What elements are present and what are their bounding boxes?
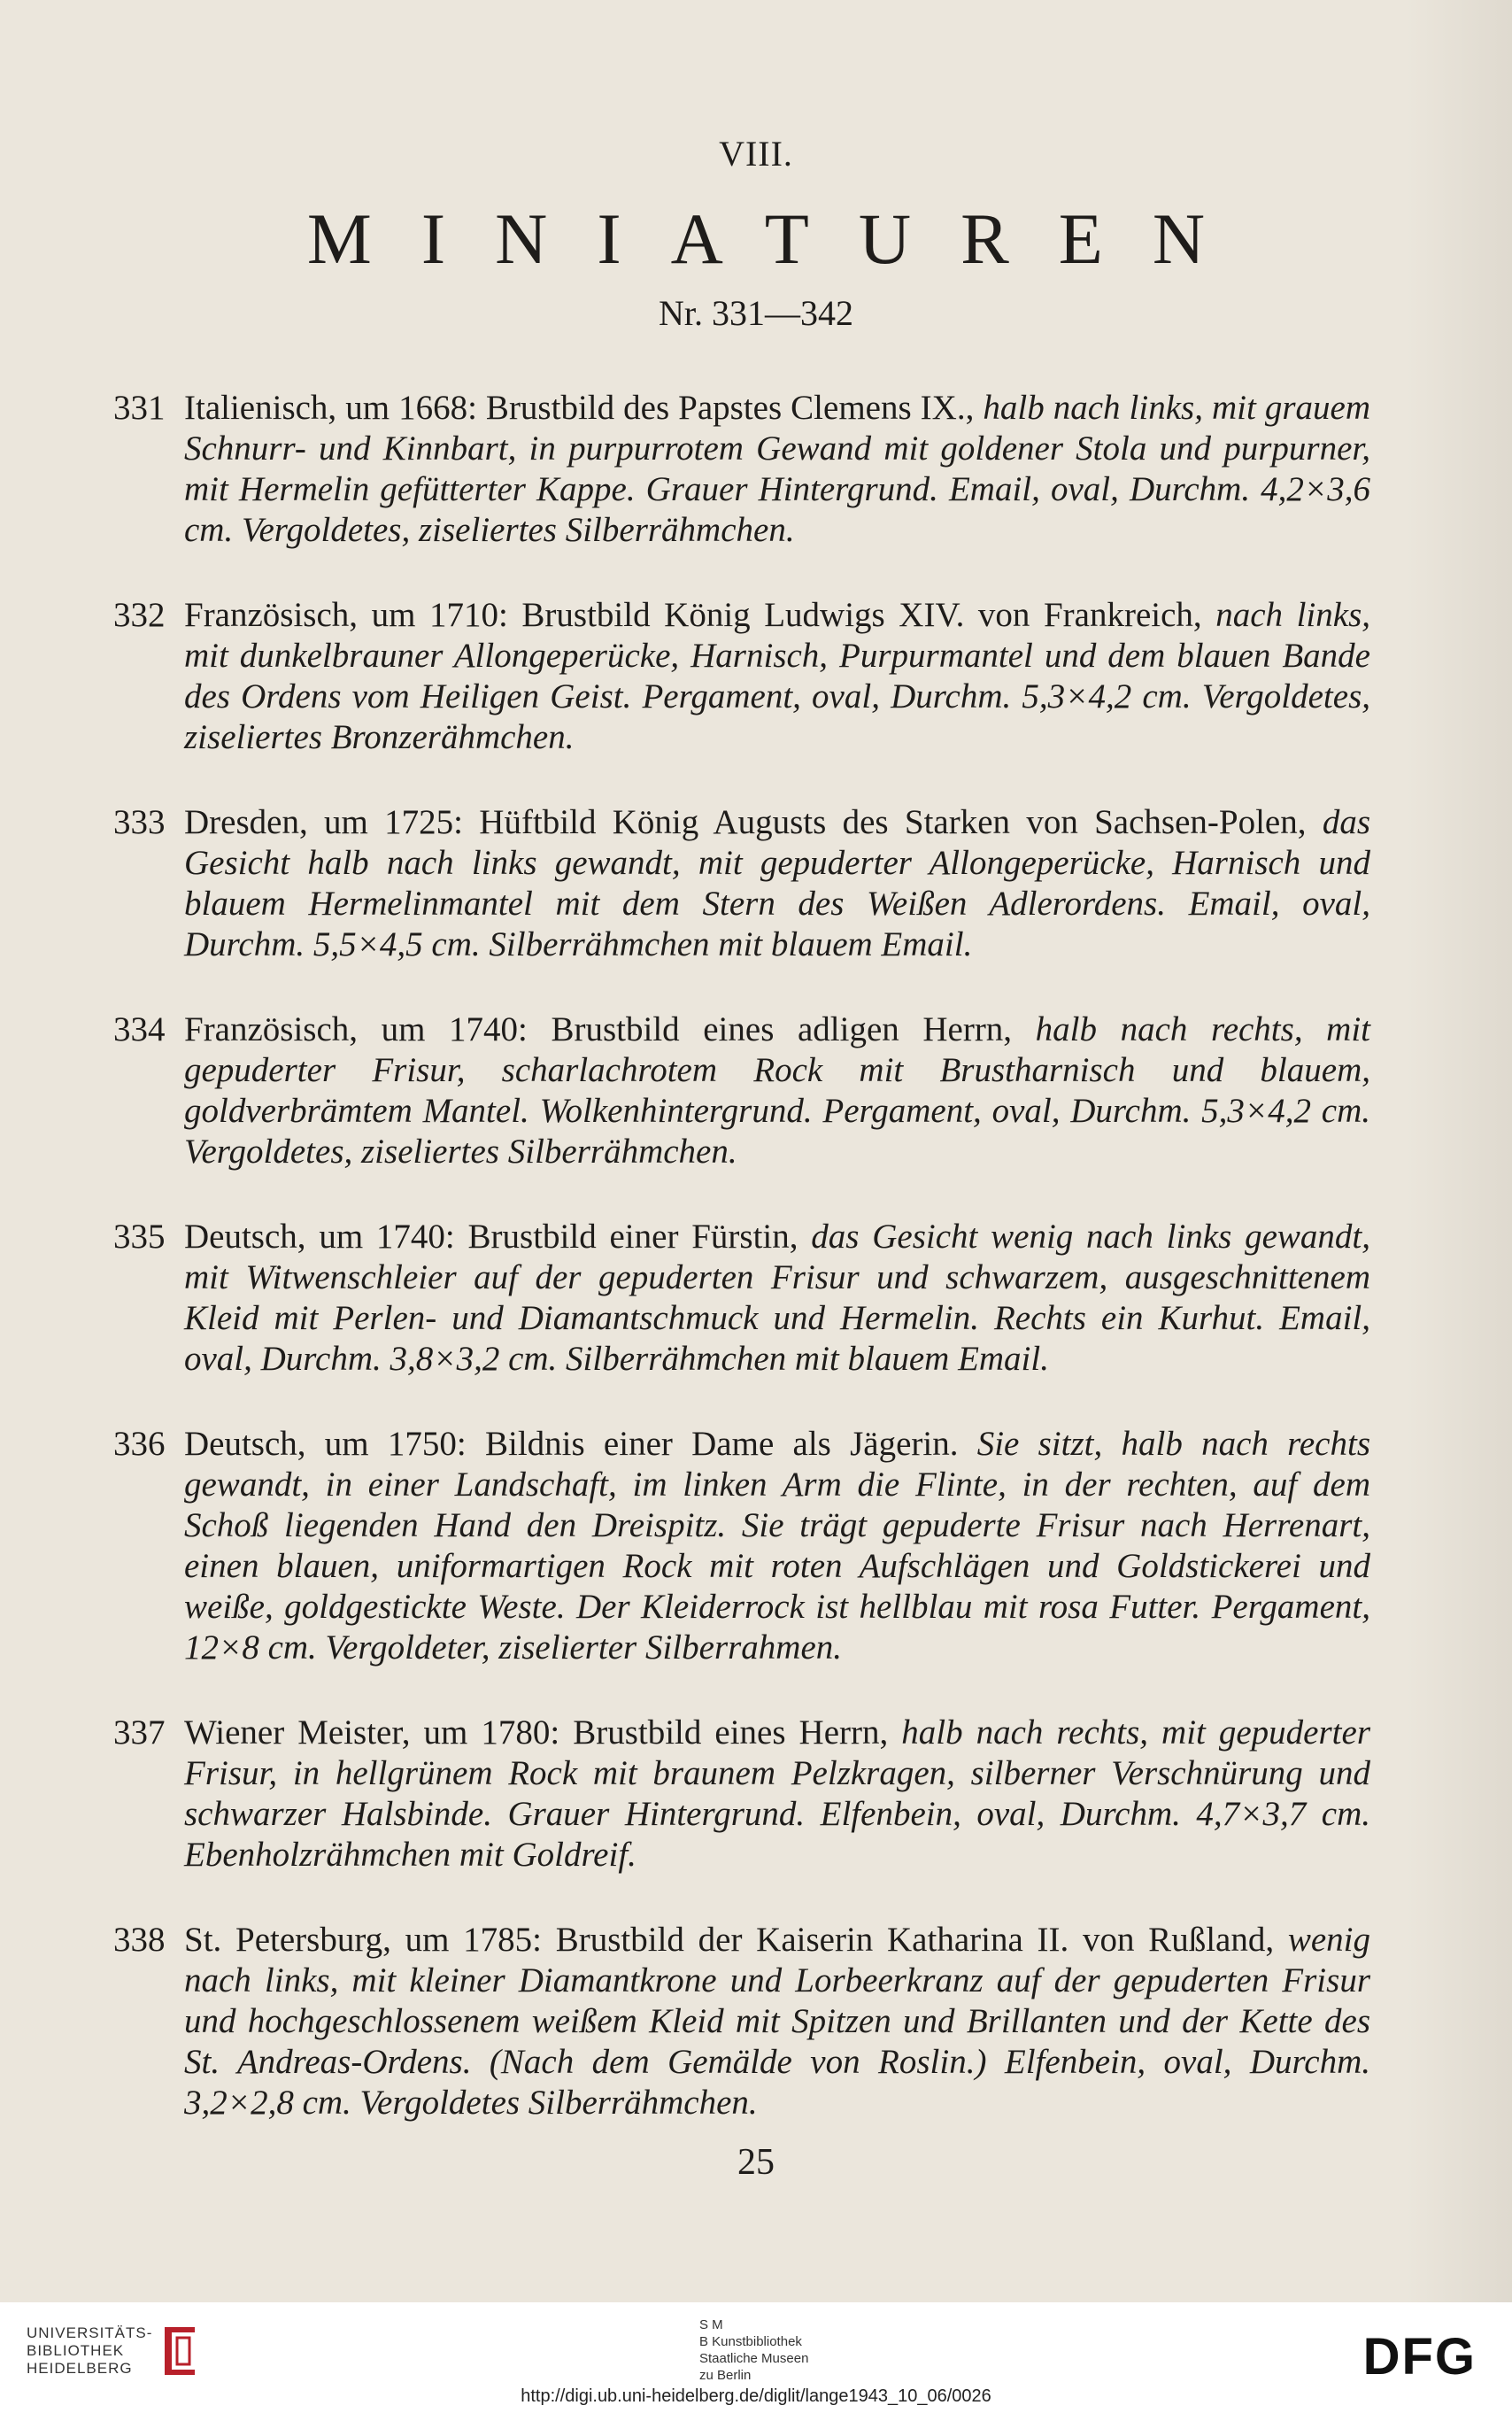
item-range: Nr. 331—342 xyxy=(659,293,853,333)
entry-number: 334 xyxy=(113,1010,166,1048)
entry-lead: Deutsch, um 1750: Bildnis einer Dame als Jägerin. xyxy=(184,1425,977,1463)
catalog-entry xyxy=(113,802,1370,965)
entry-lead: Dresden, um 1725: Hüftbild König Augusts des Starken von Sachsen-Polen, xyxy=(184,803,1323,841)
entry-number: 331 xyxy=(113,389,166,427)
entry-description: wenig nach links, mit kleiner Diamantkrone und Lorbeerkranz auf der gepuderten Frisur und hochgeschlossenem weißem Kleid mit Spitzen und Brillanten und der Kette des St. Andreas-Ordens. (Nach dem Gemälde von Roslin.) Elfenbein, oval, Durchm. 3,2×2,8 cm. Vergoldetes Silberrähmchen. xyxy=(184,1921,1370,2122)
catalog-entry xyxy=(113,1009,1370,1172)
dfg-logo[interactable]: DFG xyxy=(1362,2328,1477,2386)
entry-description: das Gesicht wenig nach links gewandt, mit Witwenschleier auf der gepuderten Frisur und schwarzem, ausgeschnittenem Kleid mit Perlen- und Diamantschmuck und Hermelin. Rechts ein Kurhut. Email, oval, Durchm. 3,8×3,2 cm. Silberrähmchen mit blauem Email. xyxy=(184,1218,1370,1378)
entry-lead: Französisch, um 1710: Brustbild König Ludwigs XIV. von Frankreich, xyxy=(184,596,1216,634)
entry-number: 337 xyxy=(113,1713,166,1752)
entry-lead: Wiener Meister, um 1780: Brustbild eines Herrn, xyxy=(184,1713,902,1752)
section-title: MINIATUREN xyxy=(306,198,1255,279)
entry-lead: Italienisch, um 1668: Brustbild des Papstes Clemens IX., xyxy=(184,389,984,427)
entry-lead: St. Petersburg, um 1785: Brustbild der Kaiserin Katharina II. von Rußland, xyxy=(184,1921,1288,1959)
catalog-entry xyxy=(113,1424,1370,1668)
catalog-entry xyxy=(113,595,1370,758)
page-number: 25 xyxy=(737,2142,775,2183)
catalog-entry xyxy=(113,1713,1370,1875)
page-edge-shadow xyxy=(1406,0,1512,2302)
catalog-entry xyxy=(113,1217,1370,1380)
entry-description: halb nach rechts, mit gepuderter Frisur, scharlachrotem Rock mit Brustharnisch und blauem, goldverbrämtem Mantel. Wolkenhintergrund. Pergament, oval, Durchm. 5,3×4,2 cm. Vergoldetes, ziseliertes Silberrähmchen. xyxy=(184,1010,1370,1171)
library-emblem-icon xyxy=(159,2324,200,2378)
entry-description: halb nach links, mit grauem Schnurr- und Kinnbart, in purpurrotem Gewand mit goldener Stola und purpurner, mit Hermelin gefütterter Kappe. Grauer Hintergrund. Email, oval, Durchm. 4,2×3,6 cm. Vergoldetes, ziseliertes Silberrähmchen. xyxy=(184,389,1370,549)
entry-number: 338 xyxy=(113,1921,166,1959)
museum-logo[interactable]: S M B Kunstbibliothek Staatliche Museen zu Berlin xyxy=(699,2317,809,2383)
entry-lead: Deutsch, um 1740: Brustbild einer Fürstin, xyxy=(184,1218,812,1256)
university-library-logo[interactable] xyxy=(27,2324,200,2378)
entry-number: 332 xyxy=(113,596,166,634)
entry-description: nach links, mit dunkelbrauner Allongeperücke, Harnisch, Purpurmantel und dem blauen Bande des Ordens vom Heiligen Geist. Pergament, oval, Durchm. 5,3×4,2 cm. Vergoldetes, ziseliertes Bronzerähmchen. xyxy=(184,596,1371,756)
entry-description: halb nach rechts, mit gepuderter Frisur, in hellgrünem Rock mit braunem Pelzkragen, silberner Verschnürung und schwarzer Halsbinde. Grauer Hintergrund. Elfenbein, oval, Durchm. 4,7×3,7 cm. Ebenholzrähmchen mit Goldreif. xyxy=(184,1713,1370,1874)
entry-number: 335 xyxy=(113,1218,166,1256)
entry-description: Sie sitzt, halb nach rechts gewandt, in einer Landschaft, im linken Arm die Flinte, in der rechten, auf dem Schoß liegenden Hand den Dreispitz. Sie trägt gepuderte Frisur nach Herrenart, einen blauen, uniformartigen Rock mit roten Aufschlägen und Goldstickerei und weiße, goldgestickte Weste. Der Kleiderrock ist hellblau mit rosa Futter. Pergament, 12×8 cm. Vergoldeter, ziselierter Silberrahmen. xyxy=(184,1425,1371,1667)
entry-number: 333 xyxy=(113,803,166,841)
catalog-entry xyxy=(113,1920,1370,2123)
section-number: VIII. xyxy=(719,134,793,174)
entry-description: das Gesicht halb nach links gewandt, mit gepuderter Allongeperücke, Harnisch und blauem Hermelinmantel mit dem Stern des Weißen Adlerordens. Email, oval, Durchm. 5,5×4,5 cm. Silberrähmchen mit blauem Email. xyxy=(184,803,1370,963)
library-name: UNIVERSITÄTS- BIBLIOTHEK HEIDELBERG xyxy=(27,2324,153,2377)
entry-lead: Französisch, um 1740: Brustbild eines adligen Herrn, xyxy=(184,1010,1036,1048)
entry-number: 336 xyxy=(113,1425,166,1463)
catalog-entries xyxy=(113,388,1370,2168)
permalink-url[interactable]: http://digi.ub.uni-heidelberg.de/diglit/lange1943_10_06/0026 xyxy=(521,2386,991,2406)
catalog-entry xyxy=(113,388,1370,551)
